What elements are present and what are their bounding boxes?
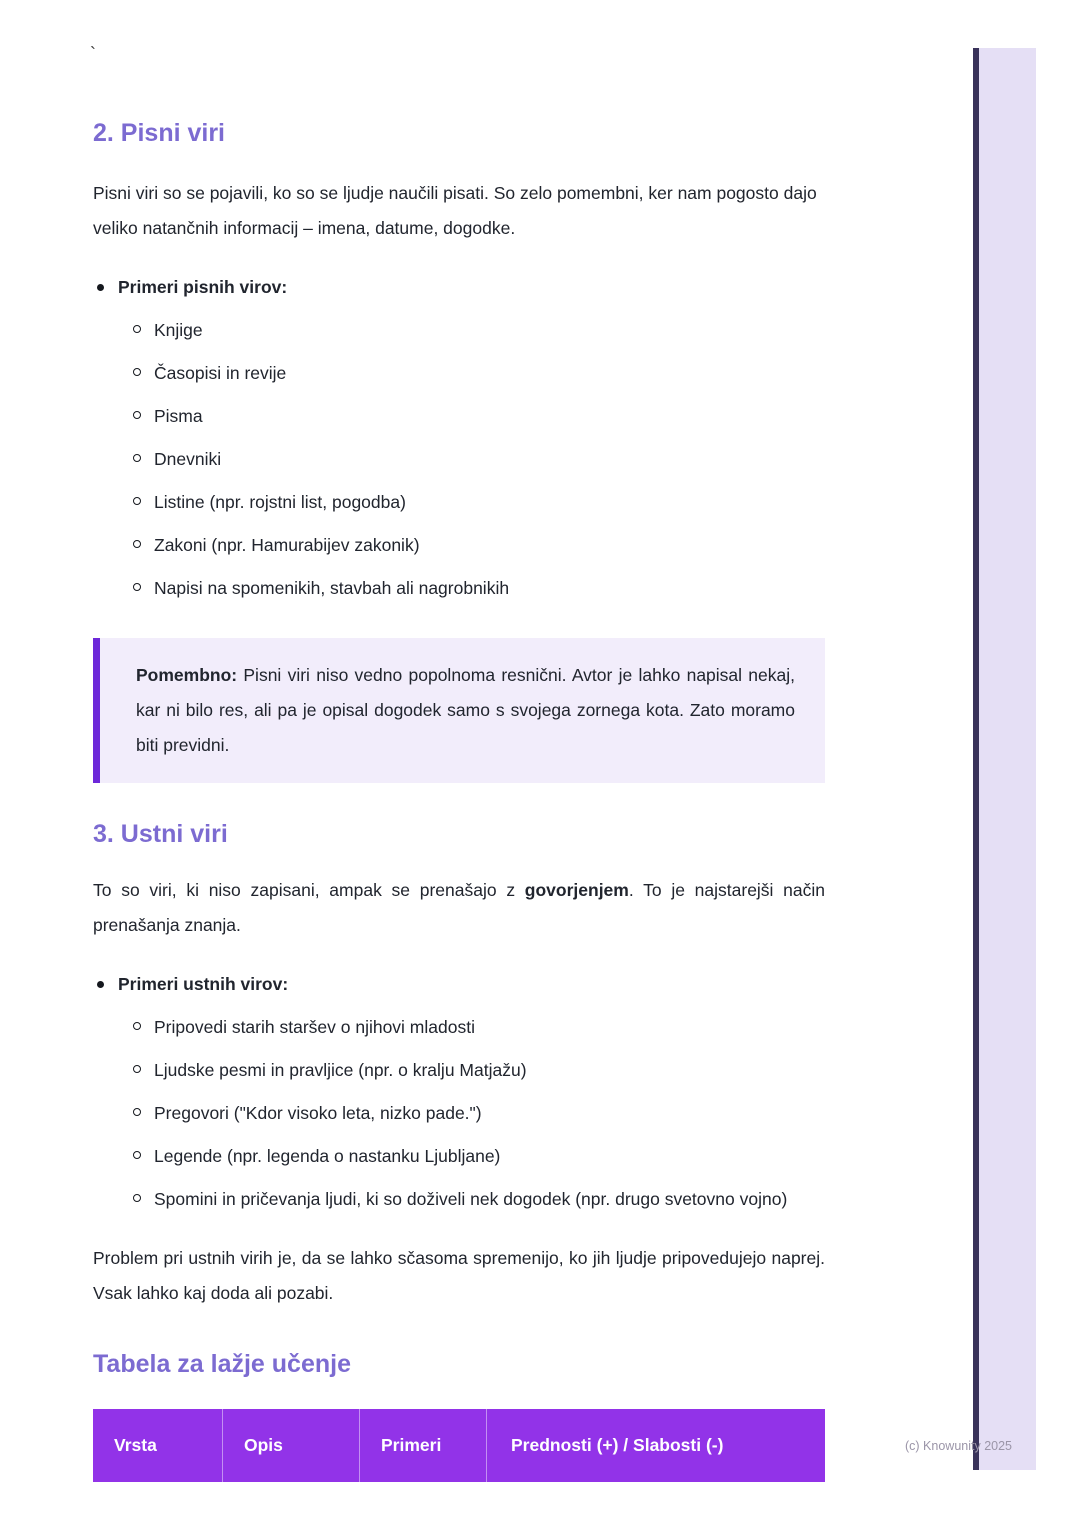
list-item-text: Pisma — [154, 406, 203, 426]
important-callout — [93, 638, 825, 783]
list-item — [133, 1100, 825, 1127]
list-item — [133, 532, 825, 559]
list-item-text: Dnevniki — [154, 449, 222, 469]
hollow-bullet-icon — [133, 583, 141, 591]
hollow-bullet-icon — [133, 1108, 141, 1116]
pisni-list-title: Primeri pisnih virov: — [118, 277, 288, 297]
document-content — [93, 0, 825, 1482]
list-item — [133, 1057, 825, 1084]
list-item — [133, 403, 825, 430]
ustni-viri-outro: Problem pri ustnih virih je, da se lahko sčasoma spremenijo, ko jih ljudje pripovedujejo naprej. Vsak lahko kaj doda ali pozabi. — [93, 1248, 825, 1303]
ustni-viri-intro — [93, 873, 825, 943]
table-header-row — [93, 1409, 825, 1482]
intro-text-bold: govorjenjem — [524, 880, 629, 900]
hollow-bullet-icon — [133, 411, 141, 419]
hollow-bullet-icon — [133, 454, 141, 462]
bullet-icon — [97, 284, 104, 291]
hollow-bullet-icon — [133, 497, 141, 505]
list-item-text: Legende (npr. legenda o nastanku Ljubljane) — [154, 1146, 501, 1166]
hollow-bullet-icon — [133, 325, 141, 333]
list-item — [133, 360, 825, 387]
intro-text-post: . To je najstarejši način prenašanja znanja. — [93, 880, 826, 935]
hollow-bullet-icon — [133, 1194, 141, 1202]
ustni-list-title-row — [93, 971, 825, 998]
bullet-icon — [97, 981, 104, 988]
hollow-bullet-icon — [133, 1022, 141, 1030]
list-item — [133, 1186, 825, 1213]
stray-character: ` — [90, 44, 96, 64]
table-header-prednosti-slabosti: Prednosti (+) / Slabosti (-) — [487, 1409, 825, 1482]
watermark: (c) Knowunity 2025 — [905, 1439, 1013, 1453]
list-item-text: Ljudske pesmi in pravljice (npr. o kralju Matjažu) — [154, 1060, 527, 1080]
callout-paragraph — [136, 658, 795, 763]
list-item-text: Listine (npr. rojstni list, pogodba) — [154, 492, 406, 512]
table-header-primeri: Primeri — [360, 1409, 487, 1482]
scrollbar-track[interactable] — [979, 48, 1036, 1470]
hollow-bullet-icon — [133, 1151, 141, 1159]
list-item-text: Pregovori ("Kdor visoko leta, nizko pade.") — [154, 1103, 482, 1123]
list-item-text: Časopisi in revije — [154, 363, 287, 383]
list-item — [133, 446, 825, 473]
ustni-list-title: Primeri ustnih virov: — [118, 974, 289, 994]
list-item-text: Knjige — [154, 320, 203, 340]
list-item — [133, 575, 825, 602]
list-item — [133, 1143, 825, 1170]
table-header-opis: Opis — [223, 1409, 360, 1482]
pisni-list-title-row — [93, 274, 825, 301]
list-item-text: Spomini in pričevanja ljudi, ki so doživeli nek dogodek (npr. drugo svetovno vojno) — [154, 1189, 788, 1209]
list-item — [133, 317, 825, 344]
list-item — [133, 489, 825, 516]
section-heading-ustni-viri: 3. Ustni viri — [93, 820, 228, 848]
hollow-bullet-icon — [133, 540, 141, 548]
callout-label: Pomembno: — [136, 665, 238, 685]
intro-text-pre: To so viri, ki niso zapisani, ampak se prenašajo z — [93, 880, 525, 900]
list-item-text: Pripovedi starih staršev o njihovi mladosti — [154, 1017, 475, 1037]
hollow-bullet-icon — [133, 1065, 141, 1073]
list-item-text: Napisi na spomenikih, stavbah ali nagrobnikih — [154, 578, 510, 598]
list-item — [133, 1014, 825, 1041]
hollow-bullet-icon — [133, 368, 141, 376]
section-heading-pisni-viri: 2. Pisni viri — [93, 119, 226, 147]
table-header-vrsta: Vrsta — [93, 1409, 223, 1482]
pisni-viri-intro: Pisni viri so se pojavili, ko so se ljudje naučili pisati. So zelo pomembni, ker nam pogosto dajo veliko natančnih informacij – imena, datume, dogodke. — [93, 183, 817, 238]
section-heading-table: Tabela za lažje učenje — [93, 1350, 351, 1378]
callout-text: Pisni viri niso vedno popolnoma resnični. Avtor je lahko napisal nekaj, kar ni bilo res, ali pa je opisal dogodek samo s svojega zornega kota. Zato moramo biti previdni. — [136, 665, 795, 755]
list-item-text: Zakoni (npr. Hamurabijev zakonik) — [154, 535, 420, 555]
